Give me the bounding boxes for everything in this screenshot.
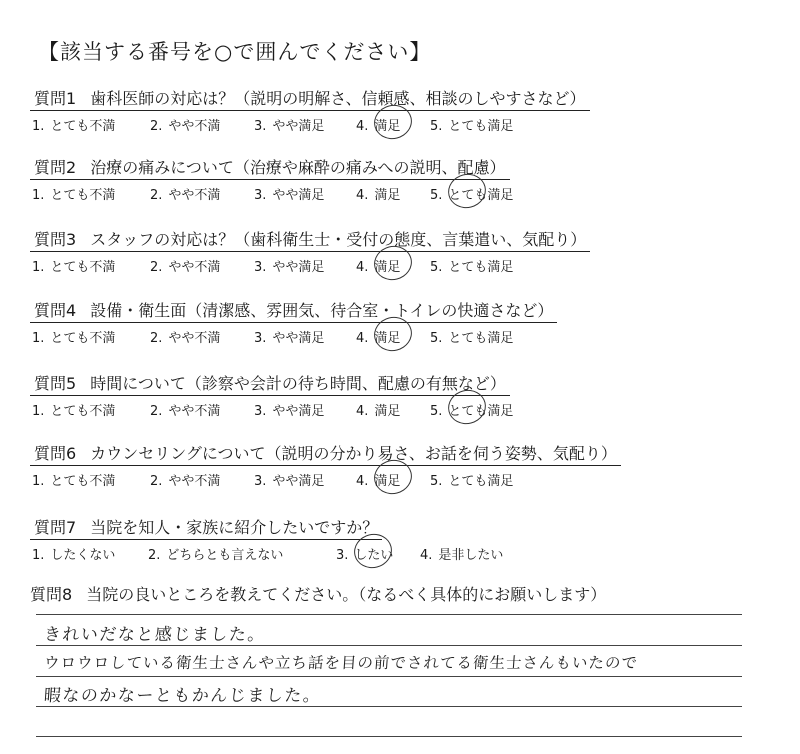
answer-option[interactable] [336,544,393,563]
option-number: 1. [32,260,45,275]
answer-option[interactable] [254,327,324,346]
answer-option[interactable] [32,256,115,275]
answer-option[interactable] [430,256,513,275]
question-7 [0,515,800,575]
option-label: 満足 [374,260,401,275]
option-number: 4. [356,188,369,203]
question-8-text: 当院の良いところを教えてください。（なるべく具体的にお願いします） [86,585,607,604]
question-title [30,441,621,466]
question-8-number: 質問8 [30,585,73,604]
answer-option[interactable] [32,327,115,346]
option-number: 4. [356,331,369,346]
answer-rule-line [36,614,742,615]
option-number: 5. [430,404,443,419]
option-label: したくない [50,548,116,563]
question-1 [0,86,800,146]
option-label: とても満足 [448,119,514,134]
question-number: 質問4 [34,301,77,320]
question-text: 歯科医師の対応は？（説明の明解さ、信頼感、相談のしやすさなど） [90,89,586,108]
answer-option[interactable] [150,327,220,346]
question-text: 設備・衛生面（清潔感、雰囲気、待合室・トイレの快適さなど） [90,301,554,320]
option-label: とても満足 [448,404,514,419]
option-label: 満足 [374,404,401,419]
option-number: 2. [150,119,163,134]
answer-option[interactable] [420,544,503,563]
answer-option[interactable] [430,115,513,134]
answer-option[interactable] [430,400,513,419]
option-number: 5. [430,188,443,203]
option-number: 2. [150,260,163,275]
answer-option[interactable] [254,470,324,489]
question-title [30,86,590,111]
answer-option[interactable] [150,256,220,275]
answer-option[interactable] [254,184,324,203]
survey-heading: 【該当する番号を○で囲んでください】 [38,40,432,64]
answer-option[interactable] [150,470,220,489]
option-number: 2. [150,331,163,346]
option-label: とても満足 [448,188,514,203]
question-number: 質問3 [34,230,77,249]
answer-rule-line [36,645,742,646]
option-label: やや不満 [168,188,221,203]
question-text: 治療の痛みについて（治療や麻酔の痛みへの説明、配慮） [90,158,506,177]
option-label: やや満足 [272,404,325,419]
handwritten-answer-line-2: ウロウロしている衛生士さんや立ち話を目の前でされてる衛生士さんもいたので [43,654,639,672]
option-label: どちらとも言えない [166,548,284,563]
answer-option[interactable] [254,400,324,419]
question-title [30,298,557,323]
question-number: 質問1 [34,89,77,108]
option-number: 1. [32,548,45,563]
question-4 [0,298,800,358]
answer-option[interactable] [254,115,324,134]
option-number: 3. [254,331,267,346]
option-number: 5. [430,474,443,489]
answer-option[interactable] [356,400,400,419]
question-3 [0,227,800,287]
option-label: とても不満 [50,474,116,489]
option-label: やや不満 [168,331,221,346]
option-number: 1. [32,188,45,203]
option-label: 是非したい [438,548,504,563]
question-title [30,155,510,180]
answer-option[interactable] [150,400,220,419]
option-label: とても不満 [50,260,116,275]
handwritten-answer-line-1: きれいだなと感じました。 [43,625,267,645]
option-number: 3. [254,119,267,134]
option-label: やや満足 [272,119,325,134]
answer-option[interactable] [32,184,115,203]
answer-option[interactable] [32,544,115,563]
option-number: 5. [430,331,443,346]
option-number: 4. [356,260,369,275]
question-2 [0,155,800,215]
question-number: 質問7 [34,518,77,537]
question-6 [0,441,800,501]
answer-option[interactable] [254,256,324,275]
option-label: とても満足 [448,331,514,346]
option-number: 1. [32,331,45,346]
option-label: やや満足 [272,188,325,203]
question-number: 質問5 [34,374,77,393]
question-title [30,371,510,396]
option-number: 1. [32,119,45,134]
option-number: 5. [430,260,443,275]
option-label: とても満足 [448,474,514,489]
answer-option[interactable] [32,400,115,419]
answer-option[interactable] [150,115,220,134]
question-number: 質問6 [34,444,77,463]
option-label: 満足 [374,188,401,203]
option-number: 3. [254,260,267,275]
answer-option[interactable] [32,470,115,489]
question-number: 質問2 [34,158,77,177]
question-text: カウンセリングについて（説明の分かり易さ、お話を伺う姿勢、気配り） [90,444,617,463]
answer-rule-line [36,736,742,737]
answer-option[interactable] [356,115,400,134]
option-number: 4. [356,119,369,134]
answer-option[interactable] [356,184,400,203]
handwritten-answer-line-3: 暇なのかなーともかんじました。 [43,686,323,706]
option-label: とても不満 [50,404,116,419]
option-number: 3. [254,474,267,489]
option-label: やや不満 [168,474,221,489]
option-number: 2. [148,548,161,563]
answer-option[interactable] [356,327,400,346]
option-label: やや満足 [272,474,325,489]
answer-rule-line [36,676,742,677]
option-label: 満足 [374,119,401,134]
option-label: とても不満 [50,188,116,203]
answer-option[interactable] [148,544,283,563]
option-number: 3. [336,548,349,563]
answer-option[interactable] [430,327,513,346]
option-label: とても満足 [448,260,514,275]
option-label: したい [354,548,394,563]
option-label: とても不満 [50,119,116,134]
option-label: やや不満 [168,119,221,134]
question-title [30,515,382,540]
option-number: 4. [356,474,369,489]
option-number: 2. [150,188,163,203]
answer-option[interactable] [150,184,220,203]
option-label: やや不満 [168,404,221,419]
option-number: 4. [356,404,369,419]
option-number: 1. [32,404,45,419]
answer-option[interactable] [430,470,513,489]
option-number: 1. [32,474,45,489]
option-label: とても不満 [50,331,116,346]
option-label: やや満足 [272,331,325,346]
question-title [30,227,590,252]
option-number: 3. [254,188,267,203]
question-text: 時間について（診察や会計の待ち時間、配慮の有無など） [90,374,506,393]
option-number: 4. [420,548,433,563]
answer-option[interactable] [430,184,513,203]
option-number: 2. [150,474,163,489]
answer-option[interactable] [32,115,115,134]
answer-option[interactable] [356,470,400,489]
option-number: 5. [430,119,443,134]
question-text: 当院を知人・家族に紹介したいですか？ [90,518,379,537]
option-label: 満足 [374,331,401,346]
answer-rule-line [36,706,742,707]
question-text: スタッフの対応は？（歯科衛生士・受付の態度、言葉遣い、気配り） [90,230,587,249]
option-number: 2. [150,404,163,419]
question-8-title [30,582,606,605]
option-label: やや不満 [168,260,221,275]
question-5 [0,371,800,431]
option-label: 満足 [374,474,401,489]
answer-option[interactable] [356,256,400,275]
option-number: 3. [254,404,267,419]
option-label: やや満足 [272,260,325,275]
